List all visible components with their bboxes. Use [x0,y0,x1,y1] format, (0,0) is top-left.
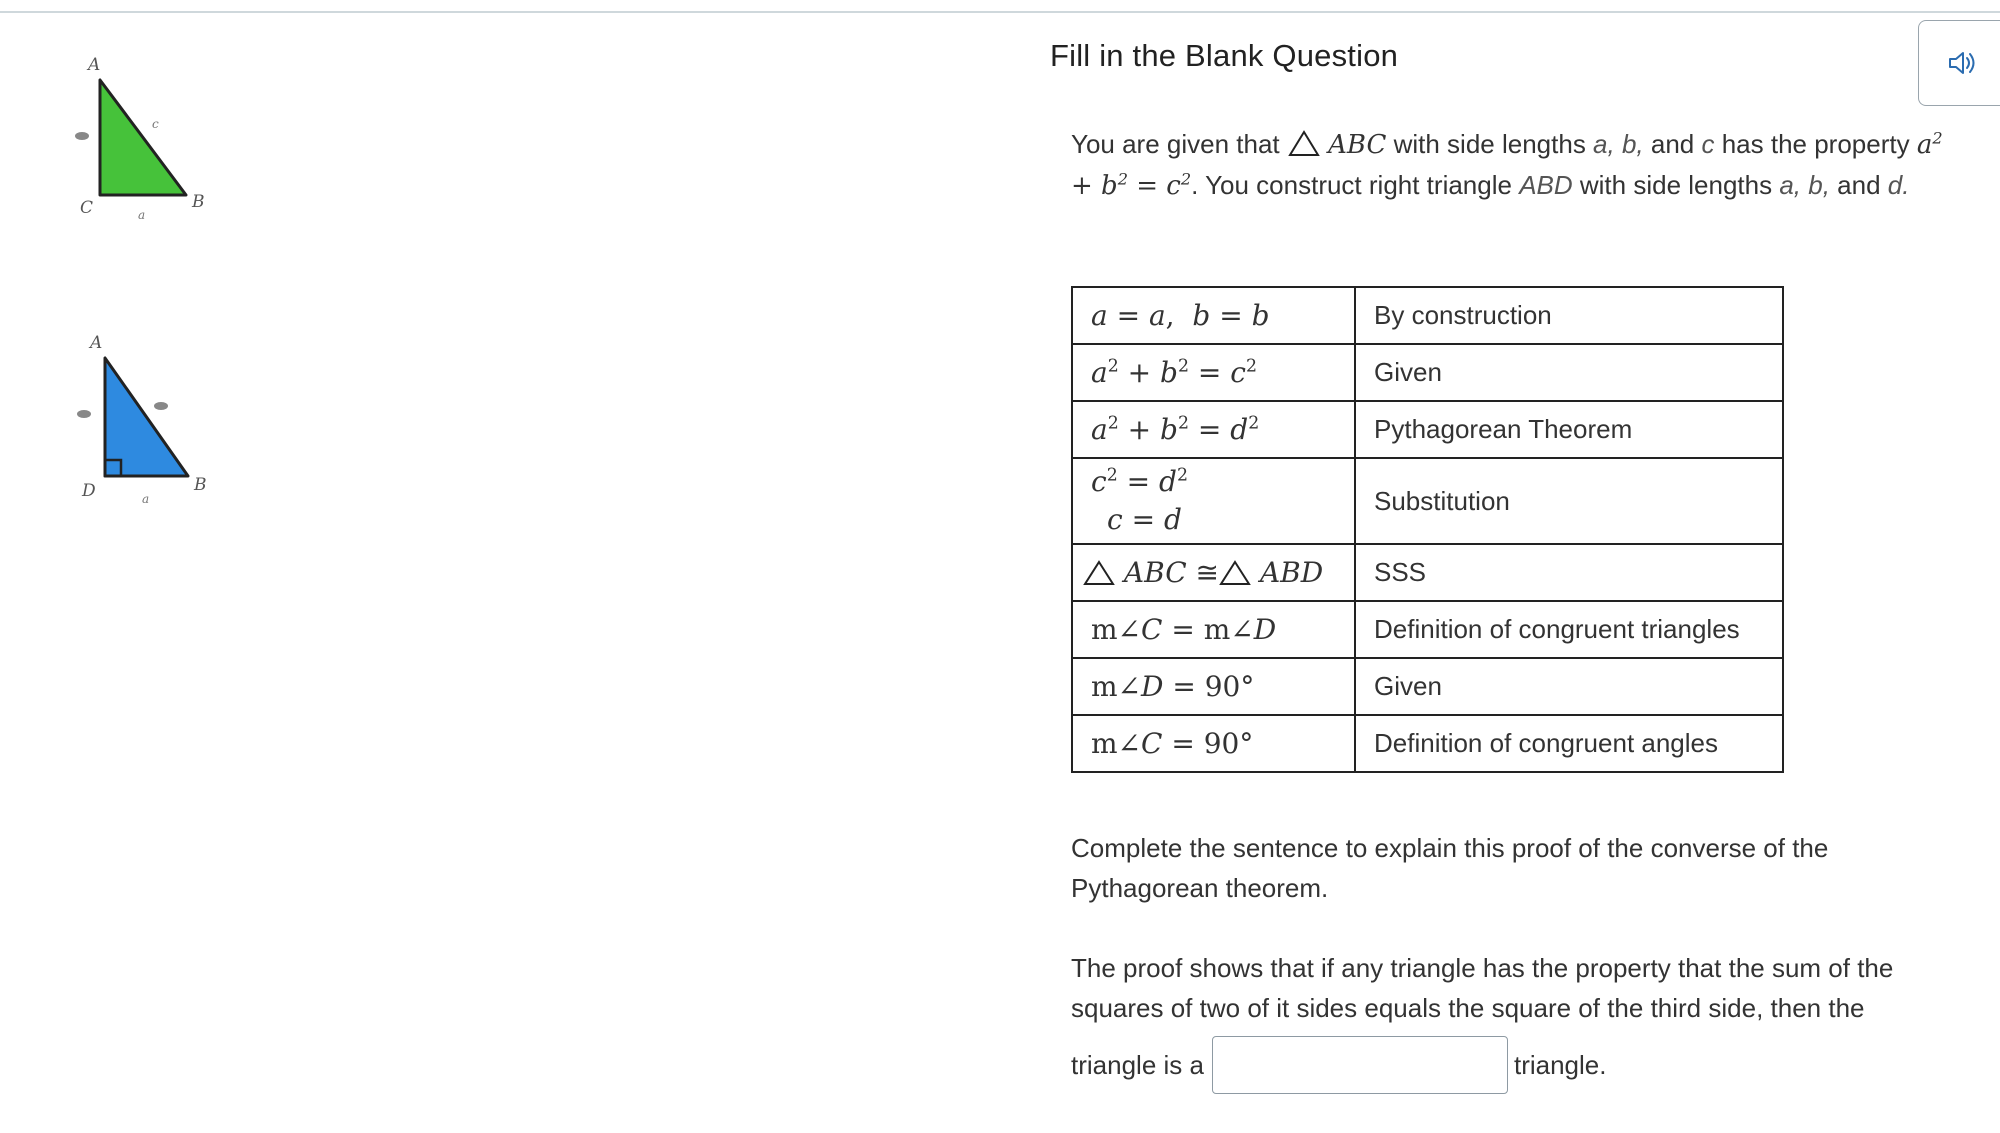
side-a-label: a [142,492,150,506]
table-row [1072,715,1783,772]
variable-d: d. [1887,170,1910,200]
instruction-text: Complete the sentence to explain this proof of the converse of the Pythagorean theorem. [1071,833,1829,903]
vertex-b-label: B [192,192,205,212]
answer-input[interactable] [1212,1036,1508,1094]
variable-a: a, [1779,170,1802,200]
triangle-abc-figure [60,40,240,230]
reason-cell: Pythagorean Theorem [1355,401,1783,458]
prompt-text: . You construct right triangle [1191,170,1520,200]
variable-b: b, [1621,129,1644,159]
statement-cell: a = a, b = b [1072,287,1355,344]
prompt-text: and [1829,170,1888,200]
table-row [1072,287,1783,344]
proof-table [1071,286,1784,773]
completion-sentence [1071,948,1971,1094]
statement-cell: m∠C = 90° [1072,715,1355,772]
triangle-symbol-icon [1219,560,1251,586]
audio-button[interactable] [1918,20,2000,106]
statement-cell: m∠C = m∠D [1072,601,1355,658]
triangle-symbol-icon [1287,129,1321,157]
prompt-text: with side lengths [1386,129,1594,159]
triangle-abc-shape [100,80,186,195]
vertex-a-label: A [90,333,103,353]
prompt-text: with side lengths [1572,170,1780,200]
variable-a: a, [1593,129,1615,159]
statement-cell: $a^2 + b^2 = d^2$ [1072,401,1355,458]
vertex-b-label: B [194,475,207,495]
reason-cell: Given [1355,344,1783,401]
triangle-symbol-icon [1083,560,1115,586]
triangle-abd-name: ABD [1519,170,1573,200]
prompt-text: has the property [1714,129,1917,159]
vertex-a-label: A [88,55,101,75]
side-b-mark [75,132,89,140]
statement-cell: ABC ≅ ABD [1072,544,1355,601]
table-row [1072,344,1783,401]
side-b-mark [77,410,91,418]
statement-cell: $c^2 = d^2$ c = d [1072,458,1355,544]
question-title: Fill in the Blank Question [1050,38,1399,73]
table-row [1072,544,1783,601]
statement-cell: $a^2 + b^2 = c^2$ [1072,344,1355,401]
after-blank-text: triangle. [1513,1050,1607,1080]
table-row [1072,401,1783,458]
figures-panel [60,40,240,520]
prompt-text: and [1643,129,1702,159]
side-d-mark [154,402,168,410]
vertex-d-label: D [82,481,96,501]
vertex-c-label: C [80,198,94,218]
before-blank-text: triangle is a [1071,1050,1204,1080]
variable-b: b, [1808,170,1830,200]
table-row [1072,458,1783,544]
triangle-abd-shape [105,358,188,476]
speaker-icon [1947,48,1977,78]
prompt-text: You are given that [1071,129,1287,159]
side-a-label: a [138,208,146,222]
reason-cell: By construction [1355,287,1783,344]
top-divider [0,11,2000,13]
table-row [1072,601,1783,658]
triangle-abd-figure [60,318,240,518]
completion-text: The proof shows that if any triangle has the property that the sum of the squares of two of it sides equals the square of the third side, then the [1071,953,1894,1023]
statement-cell: m∠D = 90° [1072,658,1355,715]
reason-cell: Definition of congruent triangles [1355,601,1783,658]
reason-cell: Substitution [1355,458,1783,544]
side-c-label: c [152,117,159,131]
completion-last-line [1071,1036,1971,1094]
reason-cell: Given [1355,658,1783,715]
reason-cell: SSS [1355,544,1783,601]
reason-cell: Definition of congruent angles [1355,715,1783,772]
triangle-abc-name: ABC [1328,130,1387,160]
variable-c: c [1701,129,1715,159]
table-row [1072,658,1783,715]
question-prompt [1071,124,1971,206]
pythagorean-equation: $a^2 + b^2 = c^2$ [1071,128,1943,201]
